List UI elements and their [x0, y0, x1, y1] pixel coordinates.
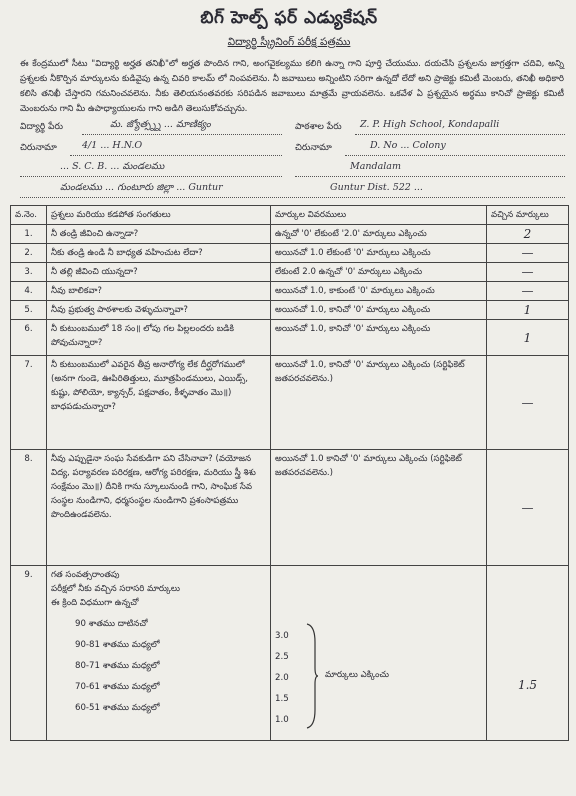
row-number: 5.: [11, 301, 47, 320]
row-number: 6.: [11, 320, 47, 356]
address-label: చిరునామా: [20, 143, 57, 153]
row-marks-obtained[interactable]: —: [487, 282, 569, 301]
row-number: 2.: [11, 244, 47, 263]
score-item: 2.0: [275, 673, 289, 683]
row-marks-obtained[interactable]: —: [487, 356, 569, 450]
row-number: 1.: [11, 225, 47, 244]
dotted-line: [295, 176, 565, 177]
address-line3-right[interactable]: Guntur Dist. 522 ...: [330, 182, 423, 193]
row-marks-obtained[interactable]: 1: [487, 301, 569, 320]
page-title: బిగ్ హెల్ప్ ఫర్ ఎడ్యుకేషన్: [200, 8, 378, 28]
row-marks-detail: లేకుంటే 2.0 ఉన్నచో '0' మార్కులు ఎక్కించు: [271, 263, 487, 282]
student-name-label: విద్యార్థి పేరు: [20, 122, 63, 132]
row-number: 4.: [11, 282, 47, 301]
row-marks-detail: ఉన్నచో '0' లేకుంటే '2.0' మార్కులు ఎక్కించు: [271, 225, 487, 244]
range-item: 60-51 శాతము మధ్యలో: [75, 703, 160, 713]
row-marks-obtained[interactable]: —: [487, 263, 569, 282]
row-question: నీ కుటుంబములో ఎవరైన తీవ్ర అనారోగ్య లేక దీర్ఘరోగములో (అనగా గుండె, ఊపిరితిత్తులు, మూత్రపిండములు, ఎయిడ్స్, కుష్టు, పోలియో, క్యాన్సర్, పక్షవాతం, కీళ్ళవాతం మొ॥) బాధపడుచున్నారా?: [47, 356, 271, 450]
range-item: 90-81 శాతము మధ్యలో: [75, 640, 160, 650]
question-line: గత సంవత్సరాంతపు: [51, 570, 120, 580]
row-number: 9.: [11, 566, 47, 741]
row-question: నీ కుటుంబములో 18 సం॥ లోపు గల పిల్లలందరు బడికి పోవుచున్నారా?: [47, 320, 271, 356]
row-marks-detail: అయినచో 1.0, కానిచో '0' మార్కులు ఎక్కించు (సర్టిఫికెట్ జతపరచవలెను.): [271, 356, 487, 450]
address-line2-right[interactable]: Mandalam: [350, 161, 401, 172]
dotted-line: [20, 197, 565, 198]
row-marks-obtained[interactable]: 1.5: [487, 566, 569, 741]
row-marks-detail: [271, 566, 487, 741]
row-question: నీవు ఎప్పుడైనా సంఘ సేవకుడిగా పని చేసినావా? (వయోజన విద్య, పర్యావరణ పరిరక్షణ, ఆరోగ్య పరిరక్షణ, మరియు స్త్రీ శిశు సంక్షేమం మొ॥) దీనికి గాను స్కూలునుండి గాని, సాంఘిక సేవ సంస్థల నుండిగాని, ధర్మసంస్థల నుండిగాని ప్రశంసాపత్రము పొందిఉండవలెను.: [47, 450, 271, 566]
row-marks-detail: అయినచో 1.0, కానిచో '0' మార్కులు ఎక్కించు: [271, 320, 487, 356]
row-marks-obtained[interactable]: 2: [487, 225, 569, 244]
row-question: నీవు బాలికవా?: [47, 282, 271, 301]
score-list: [275, 626, 289, 731]
dotted-line: [345, 155, 565, 156]
score-item: 2.5: [275, 652, 289, 662]
table-row: [11, 356, 569, 450]
score-item: 3.0: [275, 631, 289, 641]
screening-table: [10, 205, 569, 741]
header-marks-detail: మార్కుల వివరములు: [271, 206, 487, 225]
row-number: 8.: [11, 450, 47, 566]
row-marks-obtained[interactable]: —: [487, 450, 569, 566]
score-item: 1.5: [275, 694, 289, 704]
address-value[interactable]: 4/1 ... H.N.O: [82, 140, 143, 151]
row-question: నీ తండ్రి జీవించి ఉన్నాడా?: [47, 225, 271, 244]
school-name-label: పాఠశాల పేరు: [295, 122, 342, 132]
dotted-line: [355, 134, 565, 135]
address-right-value[interactable]: D. No ... Colony: [370, 140, 446, 151]
dotted-line: [82, 134, 282, 135]
student-name-value[interactable]: మ. జ్యోత్స్న్న ... మాణిక్యం: [110, 119, 211, 130]
row-question: నీ తల్లి జీవించి యున్నదా?: [47, 263, 271, 282]
table-row: [11, 320, 569, 356]
row-marks-detail: అయినచో 1.0, కాకుంటే '0' మార్కులు ఎక్కించు: [271, 282, 487, 301]
school-name-value[interactable]: Z. P. High School, Kondapalli: [360, 119, 500, 130]
table-header-row: [11, 206, 569, 225]
range-item: 90 శాతము దాటినచో: [75, 619, 148, 629]
row-marks-obtained[interactable]: 1: [487, 320, 569, 356]
row-question: [47, 566, 271, 741]
table-row: [11, 282, 569, 301]
row-marks-obtained[interactable]: —: [487, 244, 569, 263]
brace-icon: [305, 622, 319, 730]
header-serial: వ.నెం.: [11, 206, 47, 225]
instructions-paragraph: ఈ కేంద్రములో సీటు "విద్యార్థి అర్హత తనిఖీ"లో అర్హత పొందిన గాని, అంగవైకల్యము కలిగి ఉన్నా గాని పూర్తి చేయుము. దయచేసి ప్రశ్నలను జాగ్రత్తగా చదివి, అన్ని ప్రశ్నలకు నీకొర్పిన మార్కులను కుడివైపు ఉన్న చివరి కాలమ్ లో నింపవలెను. నీ జవాబులు అన్నింటిని సరిగా ఉన్నదో లేదో అని ప్రాజెక్టు కమిటీ మెంబరు, తనిఖీ అధికారి కలిసి తనిఖీ చేస్తారని గమనించవలెను. నీకు తెలియనంతవరకు సరిపడిన జవాబులు మాత్రమే వ్రాయవలెను. ఒకవేళ ఏ ప్రశ్నయైన అర్థము కానిచో ప్రాజెక్టు కమిటీ మెంబరును గాని మీ ఉపాధ్యాయులను గాని అడిగి తెలుసుకోవచ్చును.: [20, 59, 564, 114]
question-line: పరీక్షలో నీకు వచ్చిన సరాసరి మార్కులు: [51, 584, 180, 594]
row-number: 7.: [11, 356, 47, 450]
address-line3-value[interactable]: మండలము ... గుంటూరు జిల్లా ... Guntur: [60, 182, 223, 193]
table-row: [11, 301, 569, 320]
percentage-ranges: [51, 614, 266, 719]
table-row: [11, 450, 569, 566]
table-row: [11, 225, 569, 244]
row-question: నీకు తండ్రి ఉండి నీ బాధ్యత వహించుట లేదా?: [47, 244, 271, 263]
fill-line-4: [20, 180, 558, 201]
header-marks-obtained: వచ్చిన మార్కులు: [487, 206, 569, 225]
page-subtitle: విద్యార్థి స్క్రీనింగ్ పరీక్ష పత్రము: [227, 36, 351, 48]
dotted-line: [20, 176, 282, 177]
row-number: 3.: [11, 263, 47, 282]
score-item: 1.0: [275, 715, 289, 725]
fill-line-3: [20, 159, 558, 180]
table-row-marks-range: [11, 566, 569, 741]
table-row: [11, 244, 569, 263]
question-line: ఈ క్రింది విధముగా ఉన్నచో: [51, 598, 139, 608]
address-line2-value[interactable]: ... S. C. B. ... మండలము: [60, 161, 165, 172]
marks-label: మార్కులు ఎక్కించు: [325, 670, 390, 680]
fill-line-1: [20, 117, 558, 138]
range-item: 70-61 శాతము మధ్యలో: [75, 682, 160, 692]
address-right-label: చిరునామా: [295, 143, 332, 153]
fill-line-2: [20, 138, 558, 159]
table-row: [11, 263, 569, 282]
row-marks-detail: అయినచో 1.0, కానిచో '0' మార్కులు ఎక్కించు: [271, 301, 487, 320]
row-marks-detail: అయినచో 1.0 కానిచో '0' మార్కులు ఎక్కించు (సర్టిఫికెట్ జతపరచవలెను.): [271, 450, 487, 566]
row-question: నీవు ప్రభుత్వ పాఠశాలకు వెళ్ళుచున్నావా?: [47, 301, 271, 320]
range-item: 80-71 శాతము మధ్యలో: [75, 661, 160, 671]
dotted-line: [70, 155, 282, 156]
header-question: ప్రశ్నలు మరియు కడపోత సంగతులు: [47, 206, 271, 225]
row-marks-detail: అయినచో 1.0 లేకుంటే '0' మార్కులు ఎక్కించు: [271, 244, 487, 263]
